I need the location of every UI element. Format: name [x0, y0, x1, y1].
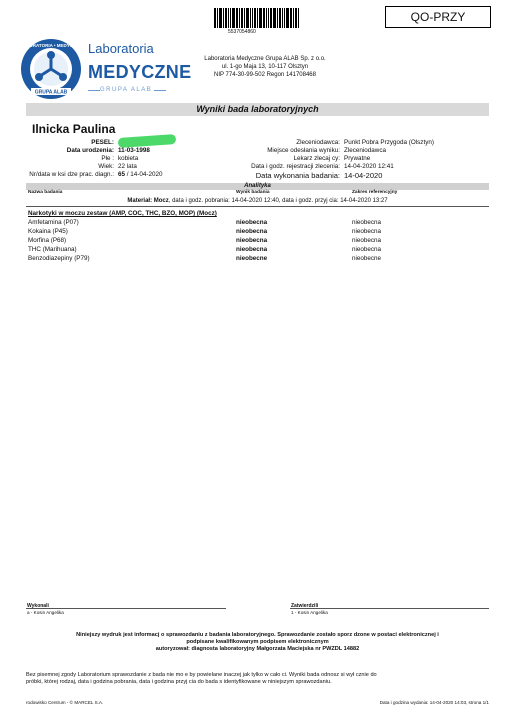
results-table: [28, 219, 488, 264]
age-label: Wiek:: [98, 163, 114, 170]
document-code: QO-PRZY: [385, 6, 491, 28]
doctor-value: Prywatne: [344, 155, 371, 162]
document-title: Wyniki bada laboratoryjnych: [26, 103, 489, 116]
performed-value: a - Kosin Angelika: [27, 610, 64, 615]
logo-badge-text: GRUPA ALAB: [34, 89, 68, 96]
print-info: Data i godzina wydania: 14-04-2020 14:03, strona 1/1: [379, 700, 489, 705]
logo-ring-text: LABORATORIA • MEDYCZNE: [20, 43, 82, 48]
divider: [26, 206, 489, 207]
client-label: Zleceniodawca:: [296, 139, 340, 146]
company-info: Laboratoria Medyczne Grupa ALAB Sp. z o.o. ul. 1-go Maja 13, 10-117 Olsztyn NIP 774-30-99-502 Regon 141708468: [204, 56, 326, 78]
doctor-label: Lekarz zlecaj cy:: [293, 155, 340, 162]
copy-notice: Bez pisemnej zgody Laboratorium sprawozdanie z bada nie mo e by powielane inaczej jak tylko w cało ci. Wyniki bada odnosz si wył cznie do próbki, której rodzaj, data i godzina pobrania, data i godzina przyj cia do bada s identyfikowane w niniejszym sprawozdaniu.: [26, 672, 377, 685]
sex-value: kobieta: [118, 155, 139, 162]
redaction-scribble: [118, 134, 177, 148]
col-reference: Zakres referencyjny: [352, 190, 398, 195]
col-test-name: Nazwa badania: [28, 190, 63, 195]
table-row: Kokaina (P45) nieobecna nieobecna: [28, 228, 382, 235]
dest-label: Miejsce odesłania wyniku:: [267, 147, 340, 154]
approved-label: Zatwierdzili: [291, 603, 319, 609]
performed-line: [26, 608, 226, 609]
sex-label: Płe :: [101, 155, 114, 162]
lab-group: GRUPA ALAB: [100, 87, 153, 93]
lab-name: Laboratoria: [88, 41, 154, 56]
performed-label: Wykonali: [27, 603, 49, 609]
age-value: 22 lata: [118, 163, 137, 170]
material-line: Materiał: Mocz, data i godz. pobrania: 14-04-2020 12:40, data i godz. przyj cia: 14-04-2020 13:27: [127, 198, 388, 204]
barcode-number: 5537054860: [228, 29, 256, 35]
table-row: THC (Marihuana) nieobecna nieobecna: [28, 246, 382, 253]
order-number: 65 / 14-04-2020: [118, 171, 163, 178]
lab-name-bold: MEDYCZNE: [88, 62, 192, 82]
table-row: Morfina (P68) nieobecna nieobecna: [28, 237, 382, 244]
approved-value: 1 - Kosin Angelika: [291, 610, 328, 615]
patient-name: Ilnicka Paulina: [32, 122, 116, 136]
registration-value: 14-04-2020 12:41: [344, 163, 394, 170]
software-info: rodowisko Centrum - © MARCEL S.A.: [26, 700, 104, 705]
analytics-header: Analityka: [26, 183, 489, 190]
dest-value: Zleceniodawca: [344, 147, 387, 154]
order-label: Nr/data w ksi dze prac. diagn.:: [29, 171, 114, 178]
dob-label: Data urodzenia:: [66, 147, 114, 154]
table-row: Benzodiazepiny (P79) nieobecne nieobecne: [28, 255, 382, 262]
panel-title: Narkotyki w moczu zestaw (AMP, COC, THC, BZO, MOP) (Mocz): [28, 210, 217, 217]
client-value: Punkt Pobra Przygoda (Olsztyn): [344, 139, 434, 146]
execution-label: Data wykonania badania:: [255, 171, 340, 180]
group-divider-left: [88, 90, 100, 91]
electronic-statement: Niniejszy wydruk jest informacj o sprawozdaniu z badania laboratoryjnego. Sprawozdanie zostało sporz dzone w postaci elektronicznej i podpisane kwalifikowanym podpisem elektronicznym autoryzował: diagnosta laboratoryjny Małgorzata Maciejska nr PWZDL 14882: [76, 632, 439, 652]
col-result: Wynik badania: [236, 190, 270, 195]
execution-value: 14-04-2020: [344, 171, 383, 180]
table-row: Amfetamina (P07) nieobecna nieobecna: [28, 219, 382, 226]
group-divider-right: [154, 90, 166, 91]
barcode: [214, 8, 314, 28]
pesel-label: PESEL:: [91, 139, 114, 146]
lab-logo: [20, 38, 82, 100]
dob-value: 11-03-1998: [118, 147, 150, 154]
approved-line: [290, 608, 489, 609]
registration-label: Data i godz. rejestracji zlecenia:: [251, 163, 340, 170]
